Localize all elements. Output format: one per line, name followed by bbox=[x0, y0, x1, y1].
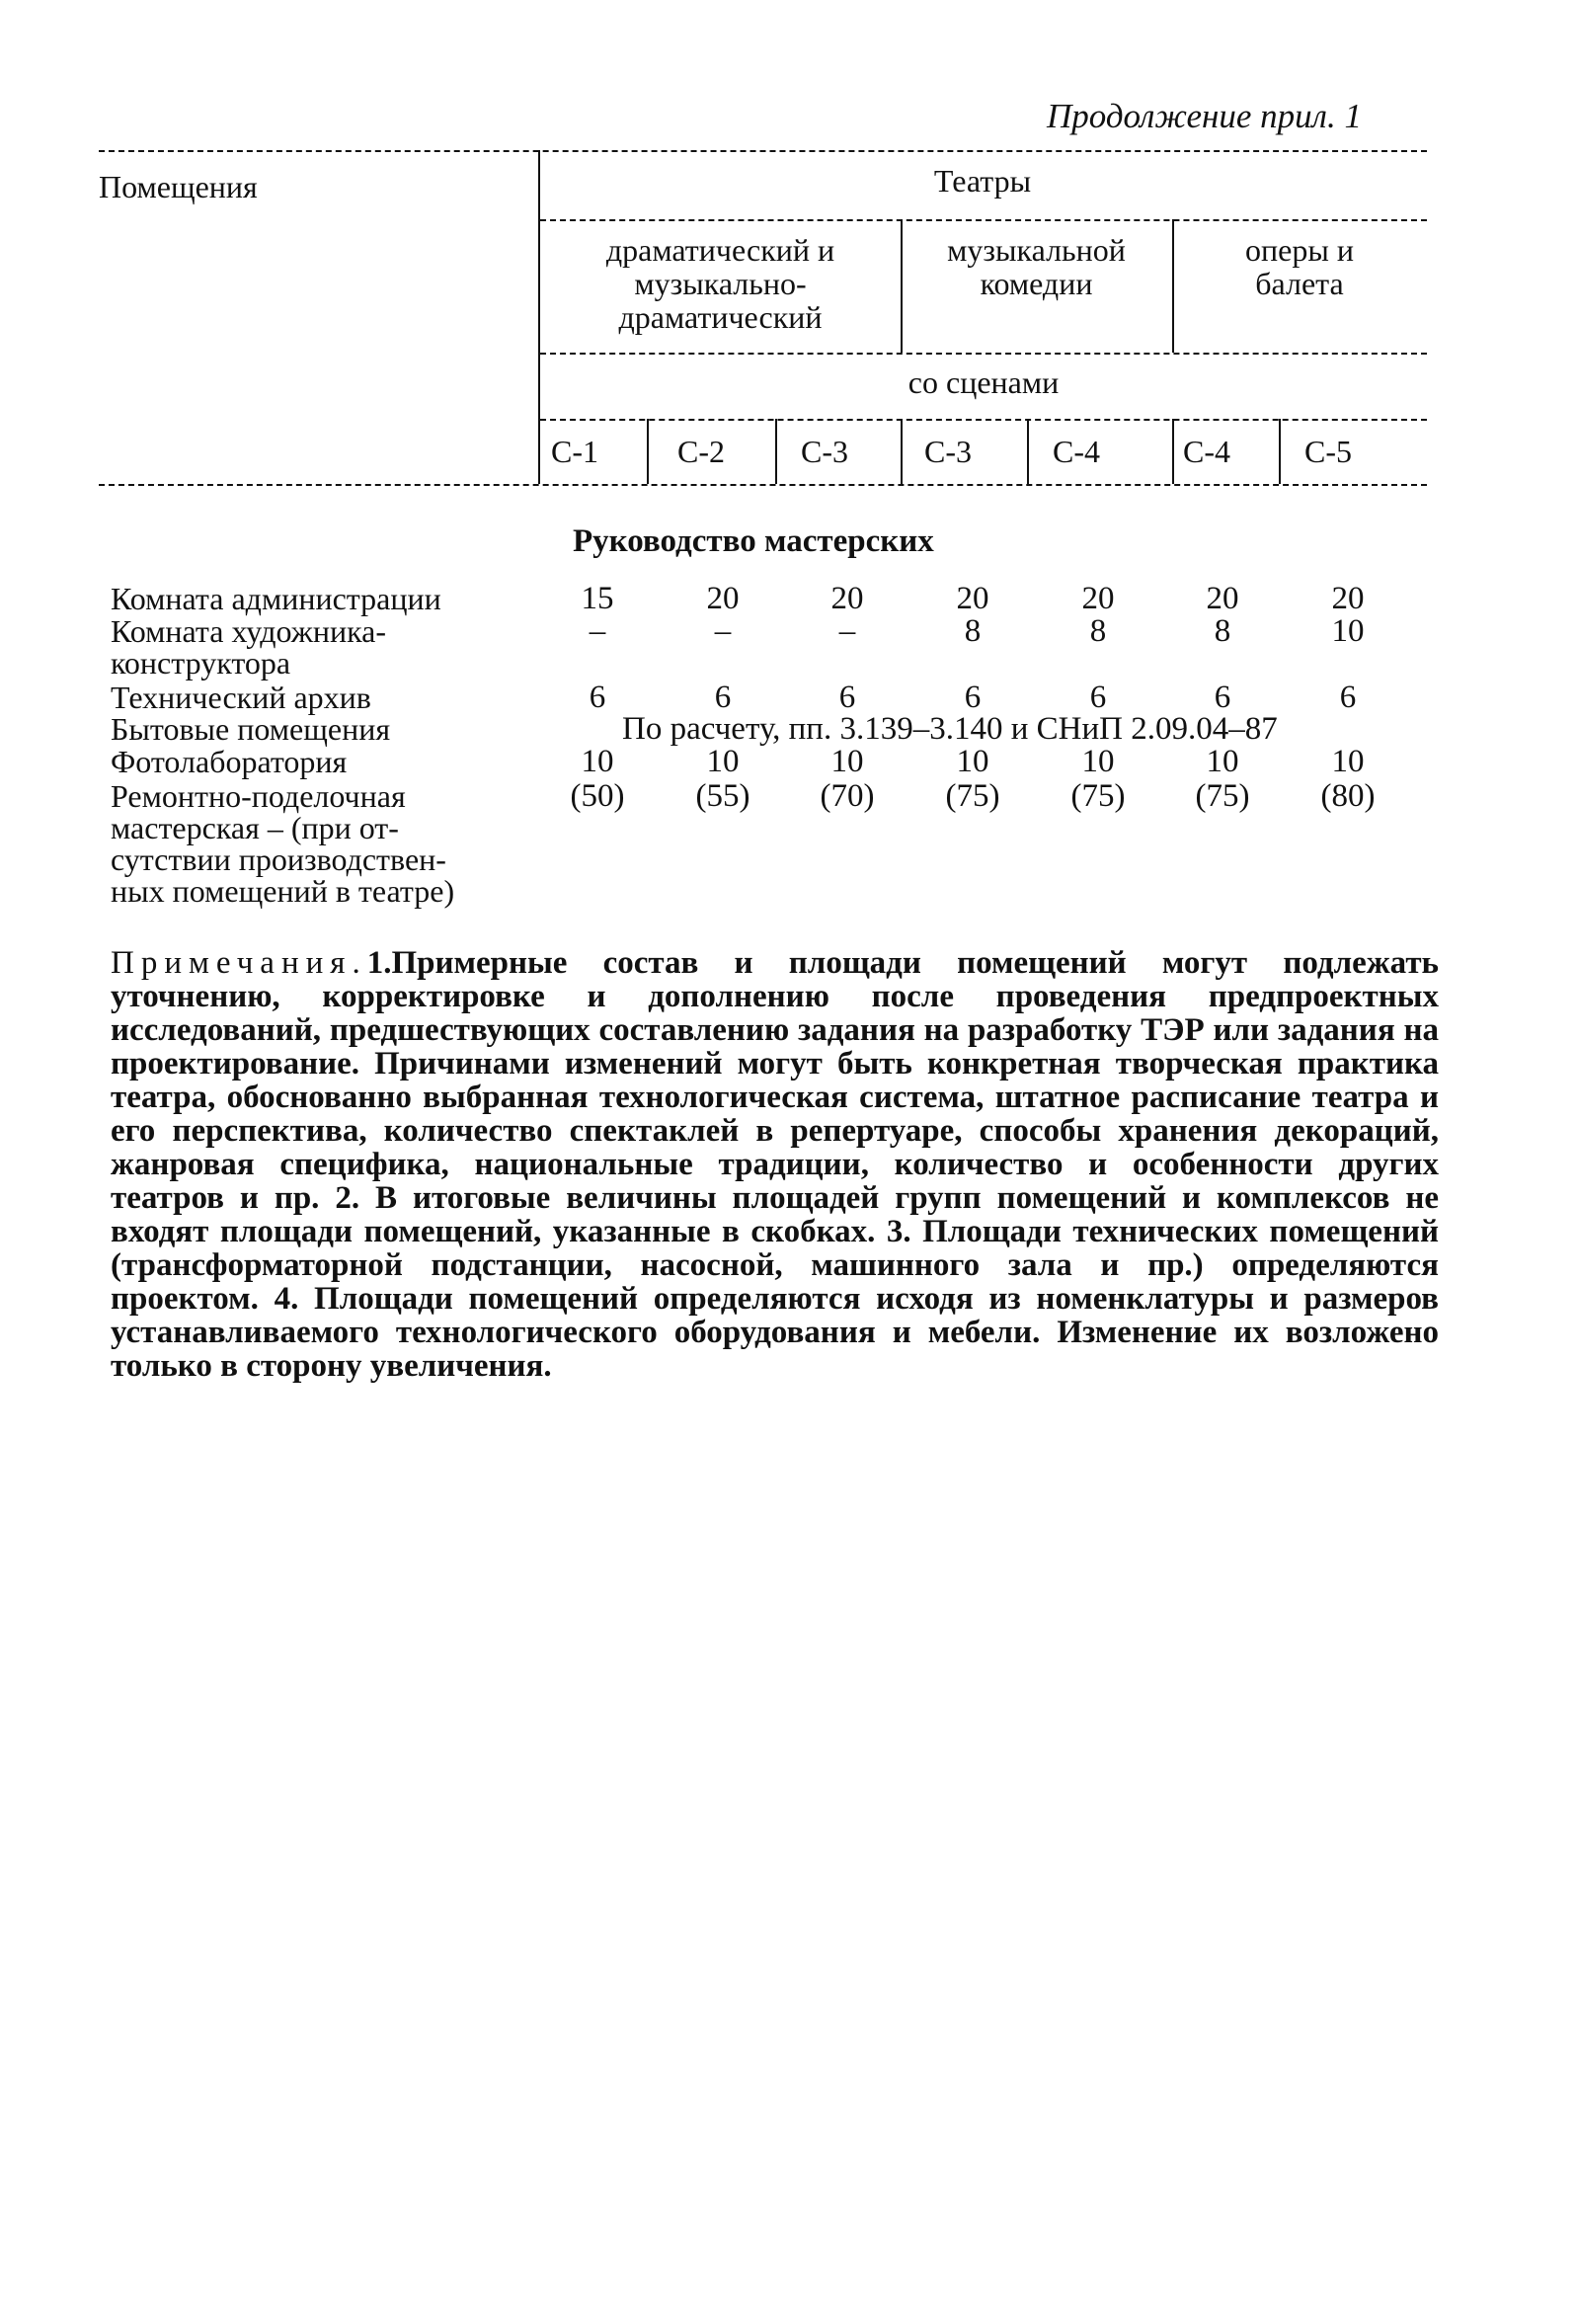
page-header: Продолжение прил. 1 bbox=[1047, 97, 1362, 135]
table-cell: (80) bbox=[1320, 778, 1376, 814]
table-cell: 6 bbox=[838, 680, 856, 715]
table-cell: 15 bbox=[581, 581, 614, 616]
table-cell: 6 bbox=[1339, 680, 1357, 715]
table-cell: 20 bbox=[1081, 581, 1115, 616]
stage-code: С-4 bbox=[1053, 434, 1100, 469]
table-cell: 8 bbox=[1089, 613, 1107, 649]
table-cell: 10 bbox=[830, 744, 864, 779]
table-cell: – bbox=[714, 613, 732, 649]
table-cell: (50) bbox=[570, 778, 625, 814]
rooms-header: Помещения bbox=[99, 169, 258, 204]
table-cell: 20 bbox=[1331, 581, 1365, 616]
table-cell: 6 bbox=[1089, 680, 1107, 715]
stage-header: со сценами bbox=[907, 364, 1060, 400]
row-label: Ремонтно-поделочная мастерская – (при от- сутствии производствен- ных помещений в театре) bbox=[111, 778, 455, 909]
spanning-cell: По расчету, пп. 3.139–3.140 и СНиП 2.09.04–87 bbox=[622, 711, 1278, 747]
stage-code-divider bbox=[1172, 419, 1174, 484]
table-cell: 6 bbox=[714, 680, 732, 715]
notes-paragraph bbox=[111, 946, 1439, 1383]
table-top-rule bbox=[99, 150, 1427, 152]
stage-code-divider bbox=[775, 419, 777, 484]
table-cell: (55) bbox=[695, 778, 750, 814]
table-cell: 10 bbox=[1081, 744, 1115, 779]
theaters-rule bbox=[540, 219, 1427, 221]
table-cell: 6 bbox=[964, 680, 982, 715]
table-cell: 20 bbox=[956, 581, 989, 616]
stage-code: С-3 bbox=[924, 434, 972, 469]
table-cell: (75) bbox=[1070, 778, 1126, 814]
notes-text: 1.Примерные состав и площади помещений могут подлежать уточнению, корректировке и дополнению после проведения предпроектных исследований, предшествующих составлению задания на разработку ТЭР или задания на проектирование. Причинами изменений могут быть конкретная творческая практика театра, обоснованно выбранная технологическая система, штатное расписание театра и его перспектива, количество спектаклей в репертуаре, способы хранения декораций, жанровая специфика, национальные традиции, количество и особенности других театров и пр. 2. В итоговые величины площадей групп помещений и комплексов не входят площади помещений, указанные в скобках. 3. Площади технических помещений (трансформаторной подстанции, насосной, машинного зала и пр.) определяются проектом. 4. Площади помещений определяются исходя из номенклатуры и размеров устанавливаемого технологического оборудования и мебели. Изменение их возложено только в сторону увеличения. bbox=[111, 945, 1439, 1384]
stage-code-divider bbox=[1279, 419, 1281, 484]
table-cell: – bbox=[589, 613, 606, 649]
row-label: Комната администрации bbox=[111, 581, 441, 616]
theaters-header: Театры bbox=[933, 163, 1032, 199]
stage-code-divider bbox=[901, 419, 903, 484]
table-cell: (75) bbox=[945, 778, 1000, 814]
notes-lead: Примечания. bbox=[111, 945, 367, 981]
table-cell: 8 bbox=[964, 613, 982, 649]
header-bottom-rule bbox=[99, 484, 1427, 486]
table-cell: 10 bbox=[1331, 744, 1365, 779]
stage-rule bbox=[540, 419, 1427, 421]
stage-code: С-2 bbox=[677, 434, 725, 469]
section-title: Руководство мастерских bbox=[573, 523, 934, 559]
stage-code-divider bbox=[1027, 419, 1029, 484]
theater-type-opera-ballet: оперы и балета bbox=[1245, 232, 1354, 301]
table-cell: (70) bbox=[820, 778, 875, 814]
table-cell: – bbox=[838, 613, 856, 649]
table-cell: 6 bbox=[589, 680, 606, 715]
row-label: Комната художника- конструктора bbox=[111, 613, 386, 681]
row-label: Технический архив bbox=[111, 680, 371, 715]
stage-code: С-3 bbox=[801, 434, 848, 469]
table-cell: 10 bbox=[706, 744, 740, 779]
table-cell: 8 bbox=[1214, 613, 1231, 649]
row-label: Фотолаборатория bbox=[111, 744, 348, 779]
table-cell: 10 bbox=[581, 744, 614, 779]
types-rule bbox=[540, 353, 1427, 355]
stage-code-divider bbox=[647, 419, 649, 484]
theater-type-musical-comedy: музыкальной комедии bbox=[947, 232, 1126, 301]
table-cell: 10 bbox=[956, 744, 989, 779]
table-cell: 10 bbox=[1206, 744, 1239, 779]
table-cell: 20 bbox=[1206, 581, 1239, 616]
row-label: Бытовые помещения bbox=[111, 711, 391, 747]
table-cell: (75) bbox=[1195, 778, 1250, 814]
table-cell: 20 bbox=[830, 581, 864, 616]
table-cell: 10 bbox=[1331, 613, 1365, 649]
stage-code: С-5 bbox=[1304, 434, 1352, 469]
theater-type-drama: драматический и музыкально- драматический bbox=[605, 232, 835, 335]
stage-code: С-1 bbox=[551, 434, 598, 469]
table-cell: 6 bbox=[1214, 680, 1231, 715]
table-cell: 20 bbox=[706, 581, 740, 616]
stage-code: С-4 bbox=[1183, 434, 1230, 469]
